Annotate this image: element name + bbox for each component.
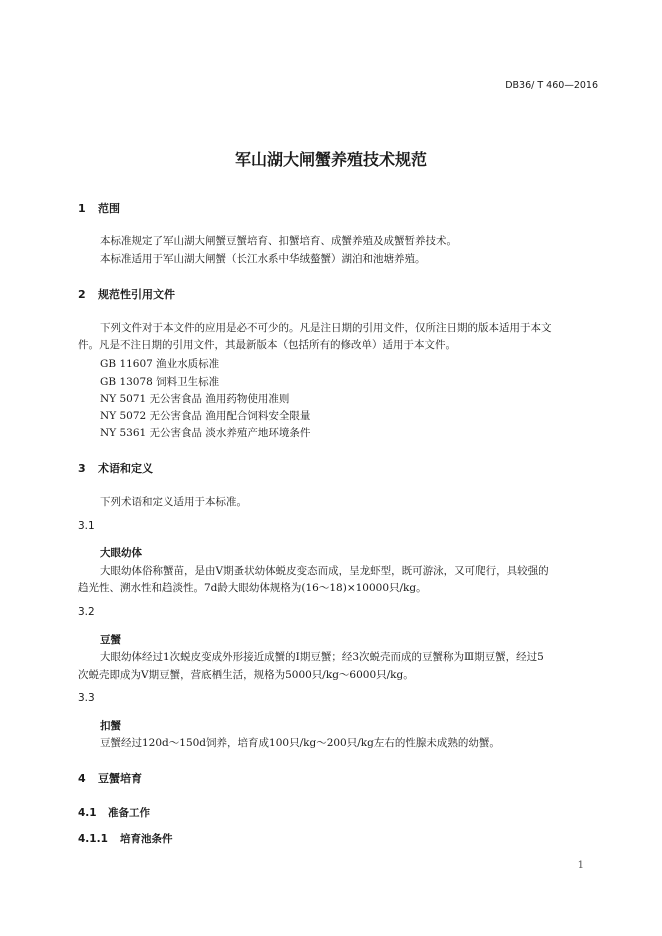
page-title: 军山湖大闸蟹养殖技术规范 bbox=[234, 150, 427, 169]
subsection-number: 4.1 bbox=[78, 807, 97, 819]
section-4-heading bbox=[78, 770, 142, 786]
term-number: 3.3 bbox=[78, 692, 95, 704]
paragraph: 下列文件对于本文件的应用是必不可少的。凡是注日期的引用文件，仅所注日期的版本适用于本文 bbox=[100, 322, 552, 334]
definition-line: 大眼幼体经过1次蜕皮变成外形接近成蟹的Ⅰ期豆蟹；经3次蜕壳而成的豆蟹称为Ⅲ期豆蟹，经过5 bbox=[100, 651, 544, 663]
section-title: 范围 bbox=[98, 202, 120, 215]
standard-code: DB36/ T 460—2016 bbox=[505, 80, 598, 91]
section-1-heading bbox=[78, 200, 120, 216]
subsubsection-title: 培育池条件 bbox=[120, 833, 173, 845]
section-title: 豆蟹培育 bbox=[98, 772, 142, 785]
reference-item: NY 5071 无公害食品 渔用药物使用准则 bbox=[100, 393, 290, 405]
section-title: 规范性引用文件 bbox=[98, 288, 175, 301]
section-3-heading bbox=[78, 460, 153, 476]
paragraph: 本标准规定了军山湖大闸蟹豆蟹培育、扣蟹培育、成蟹养殖及成蟹暂养技术。 bbox=[100, 235, 457, 247]
paragraph: 本标准适用于军山湖大闸蟹（长江水系中华绒螯蟹）湖泊和池塘养殖。 bbox=[100, 253, 426, 265]
reference-item: NY 5072 无公害食品 渔用配合饲料安全限量 bbox=[100, 410, 311, 422]
subsubsection-heading bbox=[78, 831, 173, 846]
section-title: 术语和定义 bbox=[98, 462, 153, 475]
section-number: 4 bbox=[78, 772, 86, 785]
subsection-heading bbox=[78, 805, 150, 820]
definition-line: 趋光性、溯水性和趋淡性。7d龄大眼幼体规格为(16～18)×10000只/kg。 bbox=[78, 582, 427, 594]
section-2-heading bbox=[78, 286, 175, 302]
reference-item: NY 5361 无公害食品 淡水养殖产地环境条件 bbox=[100, 427, 311, 439]
subsection-title: 准备工作 bbox=[108, 807, 150, 819]
term-title: 扣蟹 bbox=[100, 720, 121, 732]
definition-line: 大眼幼体俗称蟹苗，是由V期蚤状幼体蜕皮变态而成，呈龙虾型，既可游泳，又可爬行，具较强的 bbox=[100, 565, 549, 577]
term-number: 3.2 bbox=[78, 606, 95, 618]
section-number: 2 bbox=[78, 288, 86, 301]
term-number: 3.1 bbox=[78, 520, 95, 532]
subsubsection-number: 4.1.1 bbox=[78, 833, 108, 845]
paragraph: 件。凡是不注日期的引用文件，其最新版本（包括所有的修改单）适用于本文件。 bbox=[78, 339, 456, 351]
term-title: 大眼幼体 bbox=[100, 547, 142, 559]
section-number: 1 bbox=[78, 202, 86, 215]
section-number: 3 bbox=[78, 462, 86, 475]
reference-item: GB 11607 渔业水质标准 bbox=[100, 358, 220, 370]
term-title: 豆蟹 bbox=[100, 634, 121, 646]
reference-item: GB 13078 饲料卫生标准 bbox=[100, 376, 220, 388]
page-number: 1 bbox=[577, 860, 584, 871]
definition-line: 次蜕壳即成为Ⅴ期豆蟹，营底栖生活，规格为5000只/kg～6000只/kg。 bbox=[78, 669, 414, 681]
paragraph: 下列术语和定义适用于本标准。 bbox=[100, 496, 247, 508]
definition-line: 豆蟹经过120d～150d饲养，培育成100只/kg～200只/kg左右的性腺未成熟的幼蟹。 bbox=[100, 737, 500, 749]
